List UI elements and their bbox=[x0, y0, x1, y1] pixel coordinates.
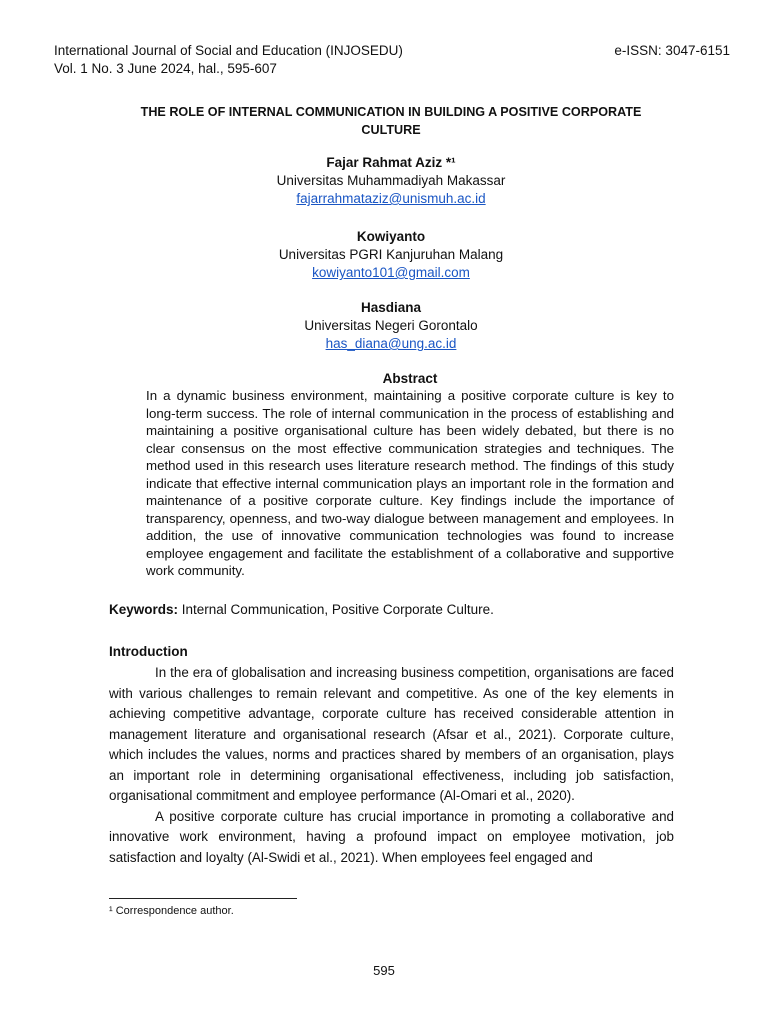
title-line-1: THE ROLE OF INTERNAL COMMUNICATION IN BUILDING A POSITIVE CORPORATE bbox=[140, 105, 642, 119]
author-email-link[interactable]: fajarrahmataziz@unismuh.ac.id bbox=[296, 191, 486, 206]
author-block bbox=[100, 299, 682, 353]
author-name: Hasdiana bbox=[360, 300, 422, 315]
paper-title bbox=[100, 103, 682, 139]
keywords bbox=[109, 601, 679, 619]
author-email-link[interactable]: kowiyanto101@gmail.com bbox=[312, 265, 470, 280]
paragraph: In the era of globalisation and increasing business competition, organisations are faced with various challenges to remain relevant and competitive. As one of the key elements in achieving competitive advantage, corporate culture has received considerable attention in management literature and organisational research (Afsar et al., 2021). Corporate culture, which includes the values, norms and practices shared by members of an organisation, plays an important role in determining organisational effectiveness, including job satisfaction, organisational commitment and employee performance (Al-Omari et al., 2020). bbox=[109, 665, 674, 803]
author-affiliation: Universitas Muhammadiyah Makassar bbox=[276, 173, 506, 188]
abstract-heading: Abstract bbox=[382, 371, 438, 386]
keywords-text: Internal Communication, Positive Corporate Culture. bbox=[178, 602, 494, 617]
author-name: Kowiyanto bbox=[356, 229, 426, 244]
journal-name: International Journal of Social and Education (INJOSEDU) bbox=[54, 43, 403, 58]
paragraph: A positive corporate culture has crucial importance in promoting a collaborative and innovative work environment, having a profound impact on employee motivation, job satisfaction and loyalty (Al-Swidi et al., 2021). When employees feel engaged and bbox=[109, 808, 674, 865]
volume-info: Vol. 1 No. 3 June 2024, hal., 595-607 bbox=[54, 61, 277, 76]
footnote-divider bbox=[109, 898, 297, 899]
author-email-link[interactable]: has_diana@ung.ac.id bbox=[325, 336, 457, 351]
author-affiliation: Universitas Negeri Gorontalo bbox=[304, 318, 478, 333]
author-affiliation: Universitas PGRI Kanjuruhan Malang bbox=[278, 247, 504, 262]
issn: e-ISSN: 3047-6151 bbox=[614, 43, 730, 58]
keywords-label: Keywords: bbox=[109, 602, 179, 617]
introduction-heading: Introduction bbox=[109, 644, 188, 659]
introduction-body bbox=[109, 663, 674, 868]
abstract-text: In a dynamic business environment, maintaining a positive corporate culture is key to long-term success. The role of internal communication in the process of establishing and maintaining a positive organisational culture has been widely debated, but there is no clear consensus on the most effective communication strategies and techniques. The method used in this research uses literature research method. The findings of this study indicate that effective internal communication plays an important role in the formation and maintenance of a positive corporate culture. Key findings include the importance of transparency, openness, and two-way dialogue between management and employees. In addition, the use of innovative communication technologies was found to increase employee engagement and facilitate the establishment of a collaborative and supportive work community. bbox=[146, 388, 674, 578]
title-line-2: CULTURE bbox=[361, 123, 421, 137]
footnote: ¹ Correspondence author. bbox=[109, 905, 234, 917]
running-header bbox=[54, 42, 403, 78]
page-number: 595 bbox=[373, 963, 395, 978]
author-name: Fajar Rahmat Aziz *¹ bbox=[326, 155, 456, 170]
author-block bbox=[100, 228, 682, 282]
author-block bbox=[100, 154, 682, 208]
